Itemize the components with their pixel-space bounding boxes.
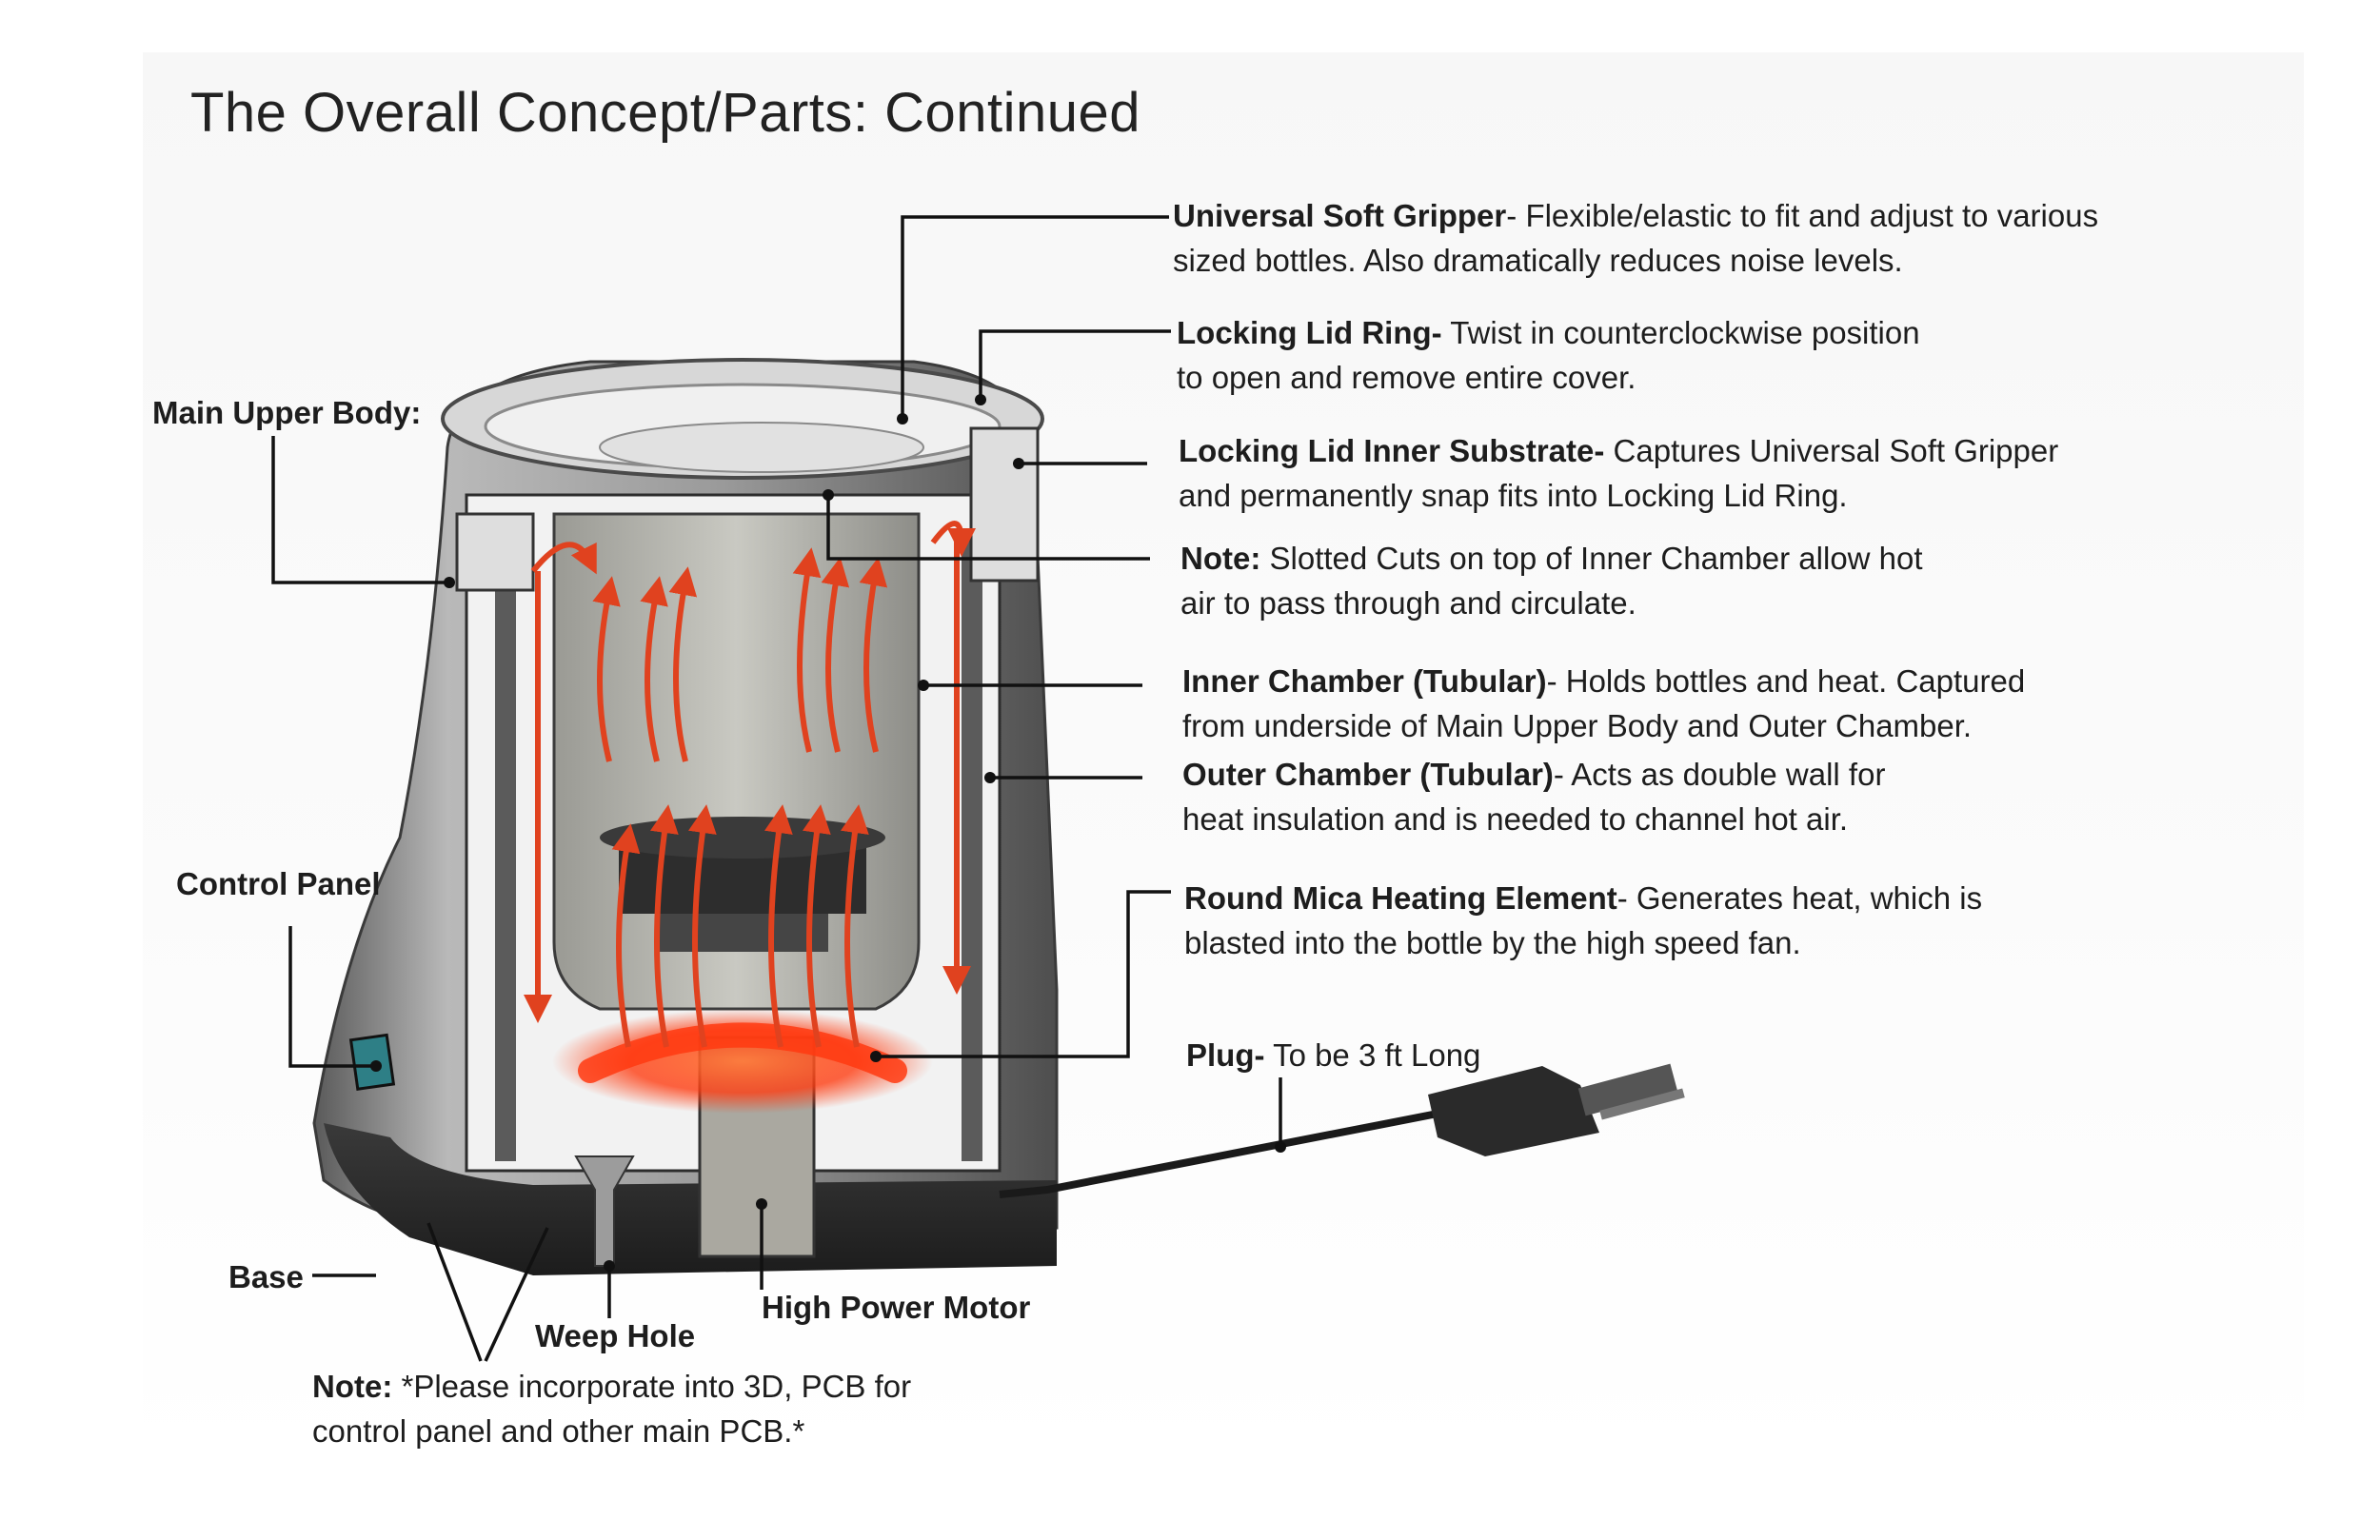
label-control-panel: Control Panel bbox=[176, 866, 381, 901]
label-lid-ring-name: Locking Lid Ring- bbox=[1177, 315, 1442, 350]
label-plug bbox=[1186, 1033, 1480, 1077]
label-inner-sep: - bbox=[1546, 663, 1566, 699]
leader-lid-ring bbox=[981, 331, 1171, 398]
outer-chamber-wall-right bbox=[962, 533, 982, 1161]
label-mica-line1: Generates heat, which is bbox=[1636, 880, 1983, 916]
label-gripper-line1: Flexible/elastic to fit and adjust to various bbox=[1525, 198, 2099, 233]
label-note-slotted-cuts bbox=[1180, 536, 1923, 625]
label-main-upper-body: Main Upper Body: bbox=[152, 395, 422, 430]
label-lid-ring-line2: to open and remove entire cover. bbox=[1177, 360, 1636, 395]
label-note-pcb-sep bbox=[392, 1369, 401, 1404]
label-mica-sep: - bbox=[1616, 880, 1636, 916]
label-note-pcb-line1: *Please incorporate into 3D, PCB for bbox=[401, 1369, 912, 1404]
label-gripper-line2: sized bottles. Also dramatically reduces noise levels. bbox=[1173, 243, 1903, 278]
label-locking-lid-ring bbox=[1177, 310, 1920, 400]
label-mica-name: Round Mica Heating Element bbox=[1184, 880, 1617, 916]
leader-main-upper-body bbox=[273, 436, 449, 582]
label-note-pcb-name: Note: bbox=[312, 1369, 393, 1404]
label-base: Base bbox=[228, 1259, 304, 1294]
label-locking-lid-inner-substrate bbox=[1179, 428, 2058, 518]
label-plug-name: Plug- bbox=[1186, 1037, 1265, 1073]
label-gripper-name: Universal Soft Gripper bbox=[1173, 198, 1507, 233]
page-title: The Overall Concept/Parts: Continued bbox=[190, 82, 1141, 144]
label-outer-name: Outer Chamber (Tubular) bbox=[1182, 757, 1554, 792]
label-substrate-line2: and permanently snap fits into Locking Lid Ring. bbox=[1179, 478, 1848, 513]
label-note-pcb-line2: control panel and other main PCB.* bbox=[312, 1413, 805, 1449]
label-substrate-line1: Captures Universal Soft Gripper bbox=[1613, 433, 2059, 468]
label-inner-chamber bbox=[1182, 659, 2025, 748]
lid-ring-left bbox=[457, 514, 533, 590]
label-outer-line1: Acts as double wall for bbox=[1571, 757, 1886, 792]
label-inner-line1: Holds bottles and heat. Captured bbox=[1565, 663, 2026, 699]
label-weep-hole: Weep Hole bbox=[535, 1318, 696, 1353]
label-note-pcb bbox=[312, 1364, 911, 1453]
label-lid-ring-sep bbox=[1442, 315, 1451, 350]
label-inner-line2: from underside of Main Upper Body and Outer Chamber. bbox=[1182, 708, 1973, 743]
label-high-power-motor: High Power Motor bbox=[762, 1290, 1031, 1325]
label-gripper-sep: - bbox=[1506, 198, 1526, 233]
label-outer-chamber bbox=[1182, 752, 1885, 841]
label-lid-ring-line1: Twist in counterclockwise position bbox=[1450, 315, 1920, 350]
label-substrate-sep bbox=[1604, 433, 1613, 468]
outer-chamber-wall-left bbox=[495, 533, 516, 1161]
label-plug-line1: To be 3 ft Long bbox=[1273, 1037, 1481, 1073]
label-note-slots-line1: Slotted Cuts on top of Inner Chamber allow hot bbox=[1269, 541, 1923, 576]
label-outer-sep: - bbox=[1553, 757, 1572, 792]
label-inner-name: Inner Chamber (Tubular) bbox=[1182, 663, 1547, 699]
label-universal-soft-gripper bbox=[1173, 193, 2098, 283]
label-substrate-name: Locking Lid Inner Substrate- bbox=[1179, 433, 1605, 468]
label-plug-sep bbox=[1264, 1037, 1273, 1073]
label-note-slots-name: Note: bbox=[1180, 541, 1261, 576]
label-note-slots-line2: air to pass through and circulate. bbox=[1180, 585, 1636, 621]
power-cord-and-plug bbox=[1000, 1064, 1685, 1194]
label-round-mica-heating-element bbox=[1184, 876, 1982, 965]
label-note-slots-sep bbox=[1260, 541, 1269, 576]
label-outer-line2: heat insulation and is needed to channel hot air. bbox=[1182, 801, 1849, 837]
label-mica-line2: blasted into the bottle by the high speed fan. bbox=[1184, 925, 1801, 960]
